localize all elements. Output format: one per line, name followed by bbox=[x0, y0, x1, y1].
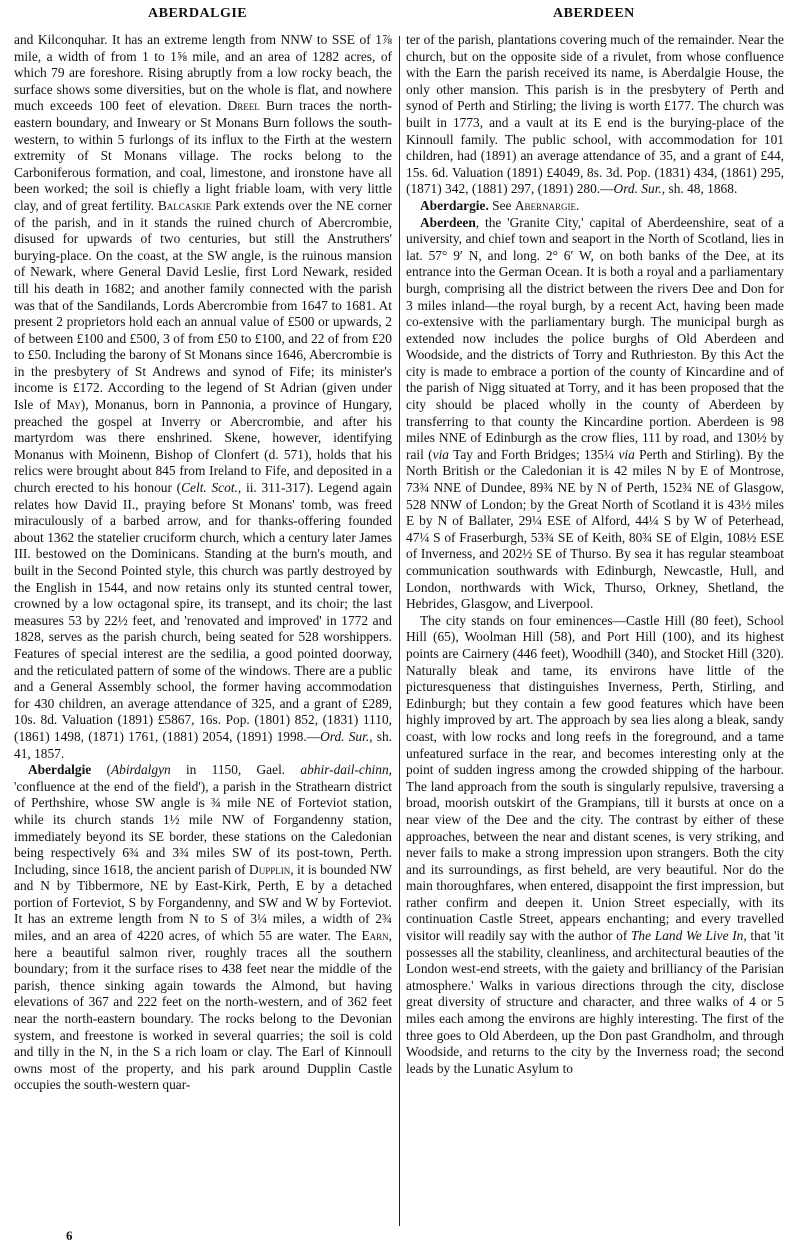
running-header bbox=[0, 6, 800, 26]
entry-headword: Aberdeen bbox=[420, 214, 476, 230]
header-right: ABERDEEN bbox=[553, 6, 635, 21]
entry-aberdeen-description: The city stands on four eminences—Castle Hill (80 feet), School Hill (65), Woolman Hill (58), and Port Hill (100), and its highest points are Cairnery (446 feet), Woodhill (340), and Stocket Hill (320). Naturally bleak and tame, its environs have little of the picturesqueness that distinguishes Inverness, Perth, Stirling, and Edinburgh; but they contain a few good features which have been highly improved by art. The approach by sea lies along a bleak, sandy coast, with low rocks and long reefs in the foreground, and a tame unfeatured surface in the rear, and becomes interesting only at the point of sudden ingress among the crowded shipping of the harbour. The land approach from the south is singularly repulsive, traversing a broad, moorish outskirt of the Grampians, till it bursts at once on a near view of the Dee and the city. The contrast by either of these approaches, between the near and distant scenes, is very striking, and never fails to make a strong impression upon strangers. Both the city and its surroundings, as first beheld, are very beautiful. Nor do the main thoroughfares, when entered, disappoint the first impression, but rather confirm and deepen it. Union Street especially, with its continuation Castle Street, appears enchanting; and every travelled visitor will readily say with the author of The Land We Live In, that 'it possesses all the stability, cleanliness, and architectural beauties of the London west-end streets, with the gaiety and brilliancy of the Parisian atmosphere.' Walks in various directions through the city, disclose great diversity of structure and character, and three walks of 4 or 5 miles each among the environs are highly interesting. The first of the three goes to Old Aberdeen, up the Don past Grandholm, and through Woodside, and returns to the city by the Inverness road; the second leads by the Lunatic Asylum to bbox=[406, 612, 784, 1076]
page-number: 6 bbox=[66, 1228, 73, 1243]
right-column bbox=[406, 32, 784, 1232]
entry-aberdargie: Aberdargie. See Abernargie. bbox=[420, 197, 580, 213]
entry-aberdalgie: Aberdalgie (Abirdalgyn in 1150, Gael. abhir-dail-chinn, 'confluence at the end of the field'), a parish in the Strathearn district of Perthshire, whose SW angle is ¾ mile NE of Forteviot station, while its church stands 1½ mile NW of Forgandenny station, immediately beyond its SE border, these stations on the Caledonian being respectively 6¾ and 3¾ miles SW of its post-town, Perth. Including, since 1618, the ancient parish of Dupplin, it is bounded NW and N by Tibbermore, NE by East-Kirk, Perth, E by a detached portion of Forteviot, S by Forgandenny, and SW and W by Forteviot. It has an extreme length from N to S of 3¼ miles, a width of 2¾ miles, and an area of 4220 acres, of which 55 are water. The Earn, here a beautiful salmon river, roughly traces all the southern boundary; from it the surface rises to 438 feet near the middle of the parish, thence sinking again towards the Almond, but having elevations of 367 and 222 feet on the north-western, and of 362 feet near the north-eastern boundary. The rocks belong to the Devonian system, and freestone is worked in several quarries; the soil is cold and tilly in the N, in the S a rich loam or clay. The Earl of Kinnoull owns most of the property, and his park around Dupplin Castle occupies the south-western quar- bbox=[14, 762, 392, 1093]
entry-aberdalgie-continued: ter of the parish, plantations covering much of the remainder. Near the church, but on the opposite side of a rivulet, from whose confluence with the Earn the parish received its name, is Aberdalgie House, the only other mansion. This parish is in the presbytery of Perth and synod of Perth and Stirling; the living is worth £177. The church was built in 1773, and a vault at its E end is the burying-place of the Kinnoull family. The public school, with accommodation for 101 children, had (1891) an average attendance of 35, and a grant of £44, 15s. 6d. Valuation (1891) £4049, 8s. 3d. Pop. (1831) 434, (1861) 295, (1871) 342, (1881) 297, (1891) 280.—Ord. Sur., sh. 48, 1868. bbox=[406, 32, 784, 197]
entry-headword: Aberdargie. bbox=[420, 197, 489, 213]
entry-aberdeen: Aberdeen, the 'Granite City,' capital of Aberdeenshire, seat of a university, and chief town and seaport in the North of Scotland, lies in lat. 57° 9′ N, and long. 2° 6′ W, on both banks of the Dee, at its entrance into the German Ocean. It is both a royal and a parliamentary burgh, comprising all the district between the rivers Dee and Don for 3 miles inland—the royal burgh, by a recent Act, having been made co-extensive with the parliamentary burgh. The municipal burgh as extended now includes the police burghs of Old Aberdeen and Woodside, and the districts of Torry and Ruthrieston. By this Act the city is made to embrace a portion of the county of Kincardine and of the parish of Nigg situated at Torry, and it has been proposed that the city should be placed wholly in the county of Aberdeen by transferring to that county the Kincardine portion. Aberdeen is 98 miles NNE of Edinburgh as the crow flies, 111 by road, and 130½ by rail (via Tay and Forth Bridges; 135¼ via Perth and Stirling). By the North British or the Caledonian it is 42 miles N by E of Montrose, 73¾ NNE of Dundee, 89¾ NE by N of Perth, 152¾ NE of Glasgow, 528 NNW of London; by the Great North of Scotland it is 43½ miles E by N of Ballater, 29¼ ESE of Alford, 44¼ S by W of Peterhead, 47¼ S of Fraserburgh, 53¾ SE of Keith, 80¾ SE of Elgin, 108½ ESE of Inverness, and 202½ SE of Thurso. By sea it has regular steamboat communication southwards with Edinburgh, Newcastle, Hull, and London, northwards with Wick, Thurso, Orkney, Shetland, the Hebrides, Glasgow, and Liverpool. bbox=[406, 214, 785, 612]
left-column bbox=[14, 32, 392, 1232]
entry-headword: Aberdalgie bbox=[28, 762, 92, 778]
header-left: ABERDALGIE bbox=[148, 6, 248, 21]
entry-abercrombie-continued: and Kilconquhar. It has an extreme length from NNW to SSE of 1⅞ mile, a width of from 1 to 1⅝ mile, and an area of 1282 acres, of which 79 are foreshore. Rising abruptly from a low rocky beach, the surface shows some diversities, but on the whole is flat, and nowhere much exceeds 100 feet of elevation. Dreel Burn traces the north-eastern boundary, and Inweary or St Monans Burn follows the south-western, to within 5 furlongs of its influx to the Firth at the western extremity of St Monans village. The rocks belong to the Carboniferous formation, and coal, limestone, and ironstone have all been worked; the soil is chiefly a light friable loam, with very little clay, and of great fertility. Balcaskie Park extends over the NE corner of the parish, and in it stands the ruined church of Abercrombie, disused for upwards of two centuries, but still the Anstruthers' burying-place. On the coast, at the SW angle, is the ruinous mansion of Newark, where General David Leslie, first Lord Newark, resided till his death in 1682; and another family connected with the parish was that of the Sandilands, Lords Abercrombie from 1647 to 1681. At present 2 proprietors hold each an annual value of £500 or upwards, 2 of between £100 and £500, 3 of from £50 to £100, and 22 of from £20 to £50. Including the barony of St Monans since 1646, Abercrombie is in the presbytery of St Andrews and synod of Fife; its minister's income is £172. According to the legend of St Adrian (given under Isle of May), Monanus, born in Pannonia, a province of Hungary, preached the gospel at Inverry or Abercrombie, and after his martyrdom was there enshrined. Skene, however, identifying Monanus with Moinenn, Bishop of Clonfert (d. 571), holds that his relics were brought about 845 from Ireland to Fife, and deposited in a church erected to his honour (Celt. Scot., ii. 311-317). Legend again relates how David II., praying before St Monans' tomb, was freed miraculously of a barbed arrow, and for thanks-offering founded about 1362 the statelier cruciform church, which a century later James III. bestowed on the Dominicans. Standing at the burn's mouth, and built in the Second Pointed style, this church was partly destroyed by the English in 1544, and now retains only its stunted central tower, crowned by a low octagonal spire, its transept, and its choir; the last measures 53 by 22½ feet, and 'renovated and improved' in 1772 and 1828, serves as the parish church, being seated for 528 worshippers. Features of special interest are the sedilia, a good pointed doorway, and the reticulated pattern of some of the windows. There are a public and a General Assembly school, the former having accommodation for 430 children, an average attendance of 325, and a grant of £289, 10s. 8d. Valuation (1891) £5867, 16s. Pop. (1801) 852, (1831) 1110, (1861) 1498, (1871) 1761, (1881) 2054, (1891) 1998.—Ord. Sur., sh. 41, 1857. bbox=[14, 32, 393, 761]
column-rule bbox=[399, 36, 400, 1226]
